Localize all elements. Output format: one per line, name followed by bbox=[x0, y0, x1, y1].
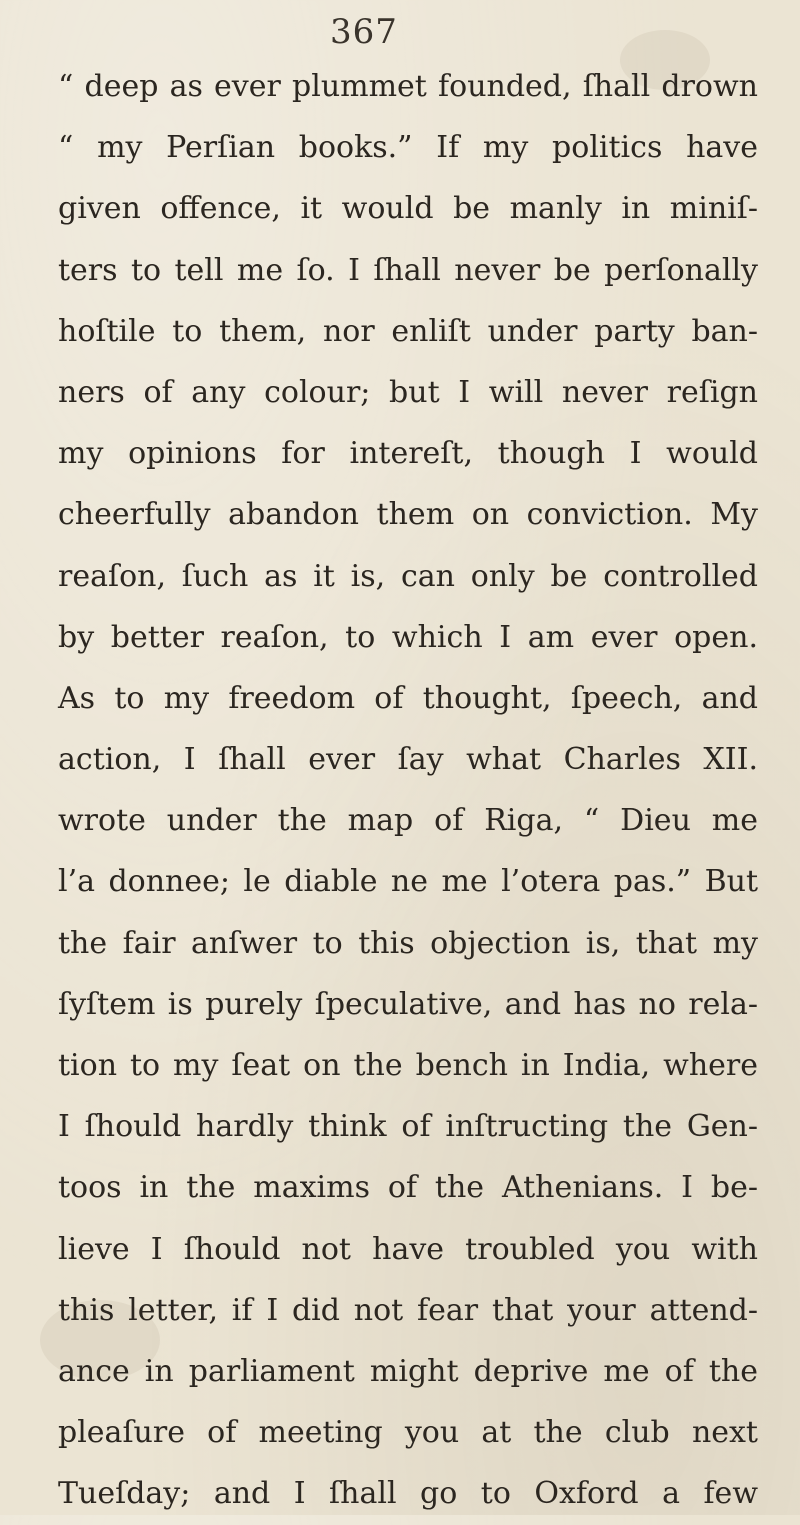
text-line: As to my freedom of thought, ſpeech, and bbox=[58, 680, 758, 716]
text-line: l’a donnee; le diable ne me l’otera pas.” But bbox=[58, 864, 758, 900]
text-line: lieve I ſhould not have troubled you with bbox=[58, 1231, 758, 1267]
text-line: cheerfully abandon them on conviction. My bbox=[58, 497, 758, 533]
text-line: given offence, it would be manly in miniſ- bbox=[58, 191, 758, 227]
text-line: ance in parliament might deprive me of the bbox=[58, 1353, 758, 1389]
body-text bbox=[58, 56, 758, 1525]
text-line: ners of any colour; but I will never reſign bbox=[58, 374, 758, 410]
text-line: pleaſure of meeting you at the club next bbox=[58, 1415, 758, 1451]
text-line: reaſon, ſuch as it is, can only be controlled bbox=[58, 558, 758, 594]
text-line: the fair anſwer to this objection is, that my bbox=[58, 925, 758, 961]
text-line: ters to tell me ſo. I ſhall never be perſonally bbox=[58, 252, 758, 288]
text-line: this letter, if I did not fear that your attend- bbox=[58, 1292, 758, 1328]
text-line: ſyſtem is purely ſpeculative, and has no rela- bbox=[58, 986, 758, 1022]
text-line: “ my Perſian books.” If my politics have bbox=[58, 130, 758, 166]
text-line: my opinions for intereſt, though I would bbox=[58, 436, 758, 472]
text-line: tion to my ſeat on the bench in India, where bbox=[58, 1048, 758, 1083]
text-line: Tueſday; and I ſhall go to Oxford a few bbox=[58, 1476, 758, 1512]
text-line: action, I ſhall ever ſay what Charles XII. bbox=[58, 742, 758, 778]
text-line: toos in the maxims of the Athenians. I be- bbox=[58, 1170, 758, 1206]
text-line: I ſhould hardly think of inſtructing the Gen- bbox=[58, 1109, 758, 1145]
text-line: hoſtile to them, nor enliſt under party ban- bbox=[58, 313, 758, 349]
text-line: “ deep as ever plummet founded, ſhall drown bbox=[58, 69, 758, 104]
text-line: by better reaſon, to which I am ever open. bbox=[58, 619, 758, 655]
text-line: wrote under the map of Riga, “ Dieu me bbox=[58, 803, 758, 839]
page-number: 367 bbox=[330, 12, 398, 52]
